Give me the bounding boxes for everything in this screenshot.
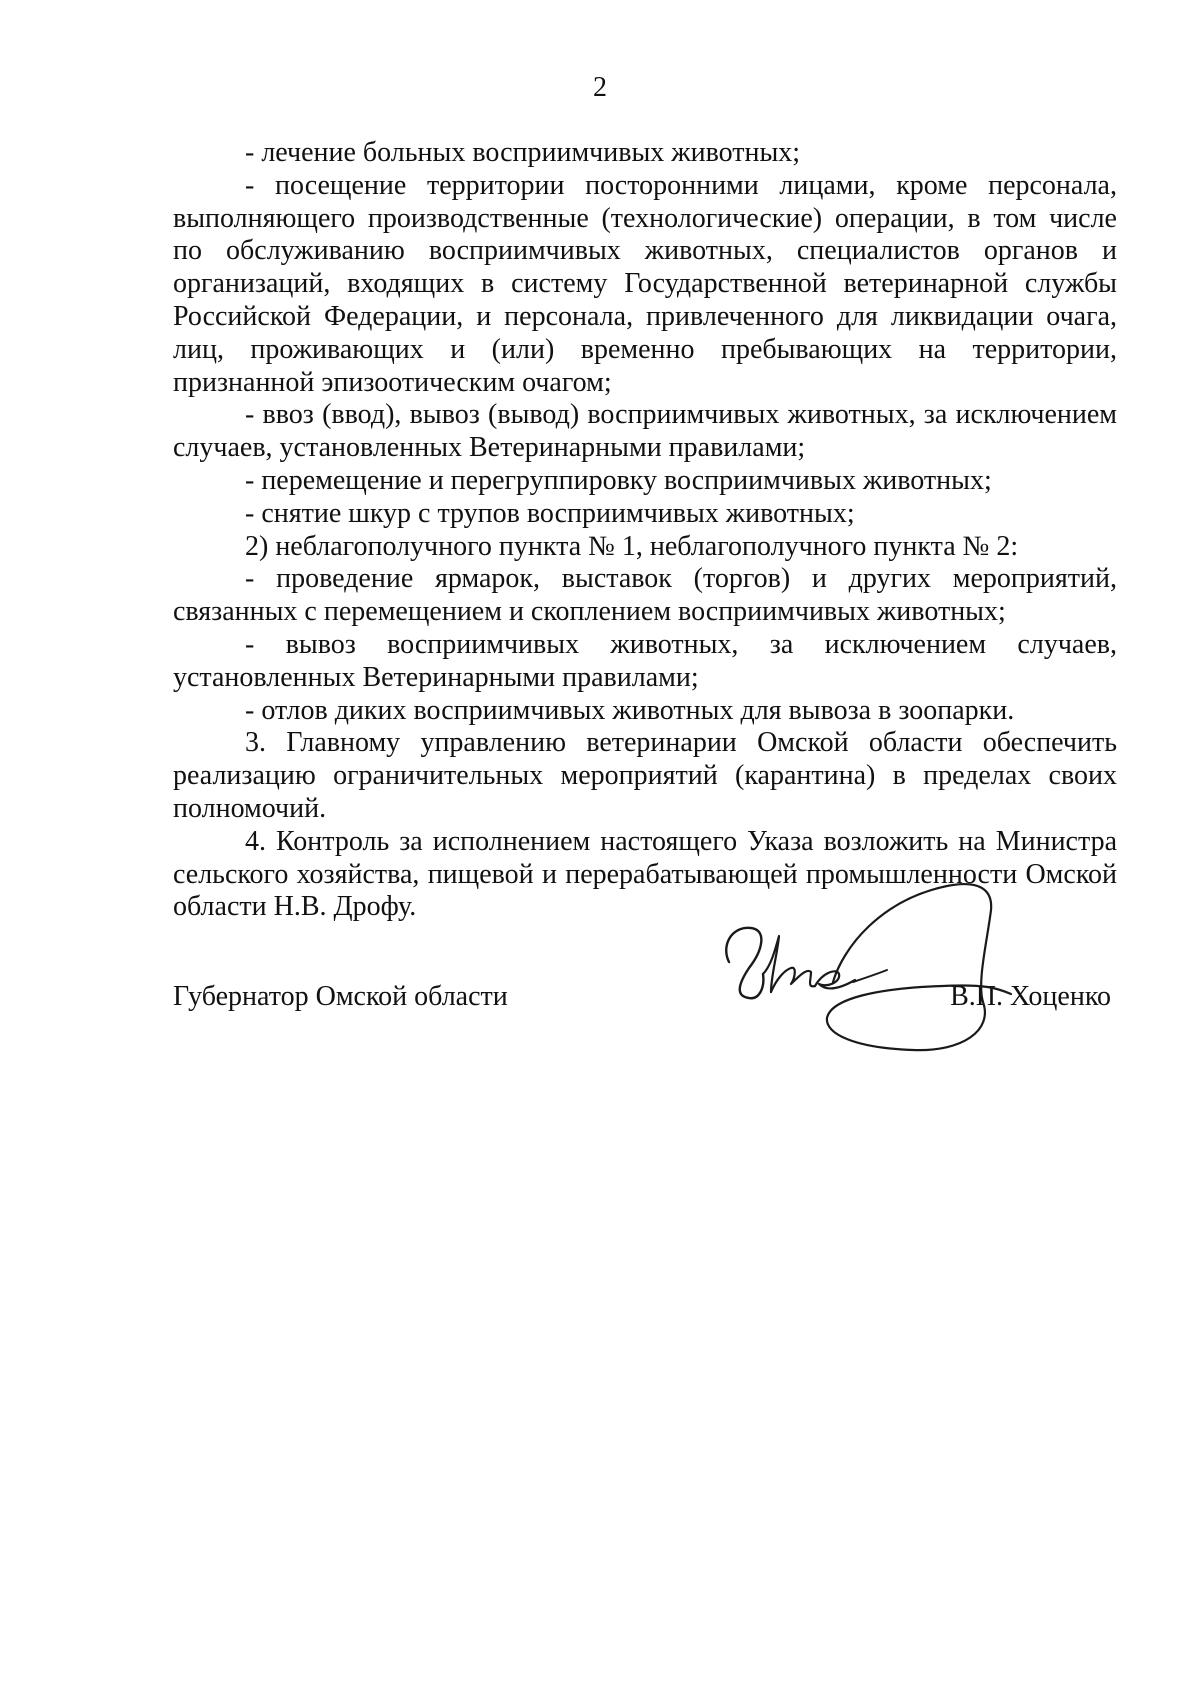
document-body bbox=[173, 137, 1117, 924]
paragraph-treatment: - лечение больных восприимчивых животных; bbox=[245, 137, 801, 168]
paragraph-item-3: 3. Главному управлению ветеринарии Омской области обеспечить реализацию ограничительных мероприятий (карантина) в пределах своих полномочий. bbox=[173, 727, 1117, 824]
signatory-name: В.П. Хоценко bbox=[950, 981, 1111, 1012]
paragraph-skinning: - снятие шкур с трупов восприимчивых животных; bbox=[245, 497, 855, 529]
paragraph-wild-capture: - отлов диких восприимчивых животных для вывоза в зоопарки. bbox=[245, 694, 1015, 726]
paragraph-import-export: - ввоз (ввод), вывоз (вывод) восприимчивых животных, за исключением случаев, установленных Ветеринарными правилами; bbox=[173, 399, 1117, 464]
page-number: 2 bbox=[593, 72, 607, 103]
paragraph-relocation: - перемещение и перегруппировку восприимчивых животных; bbox=[245, 464, 992, 496]
paragraph-point-2: 2) неблагополучного пункта № 1, неблагополучного пункта № 2: bbox=[245, 530, 1019, 562]
paragraph-fairs: - проведение ярмарок, выставок (торгов) и других мероприятий, связанных с перемещением и скоплением восприимчивых животных; bbox=[173, 563, 1117, 628]
handwritten-signature bbox=[715, 870, 1115, 1070]
paragraph-item-4: 4. Контроль за исполнением настоящего Указа возложить на Министра сельского хозяйства, пищевой и перерабатывающей промышленности Омской области Н.В. Дрофу. bbox=[173, 825, 1117, 923]
signatory-position: Губернатор Омской области bbox=[173, 981, 508, 1012]
paragraph-export: - вывоз восприимчивых животных, за исключением случаев, установленных Ветеринарными правилами; bbox=[173, 628, 1117, 693]
paragraph-visit-ban: - посещение территории посторонними лицами, кроме персонала, выполняющего производственные (технологические) операции, в том числе по обслуживанию восприимчивых животных, специалистов органов и организаций, входящих в систему Государственной ветеринарной службы Российской Федерации, и персонала, привлеченного для ликвидации очага, лиц, проживающих и (или) временно пребывающих на территории, признанной эпизоотическим очагом; bbox=[173, 169, 1117, 398]
